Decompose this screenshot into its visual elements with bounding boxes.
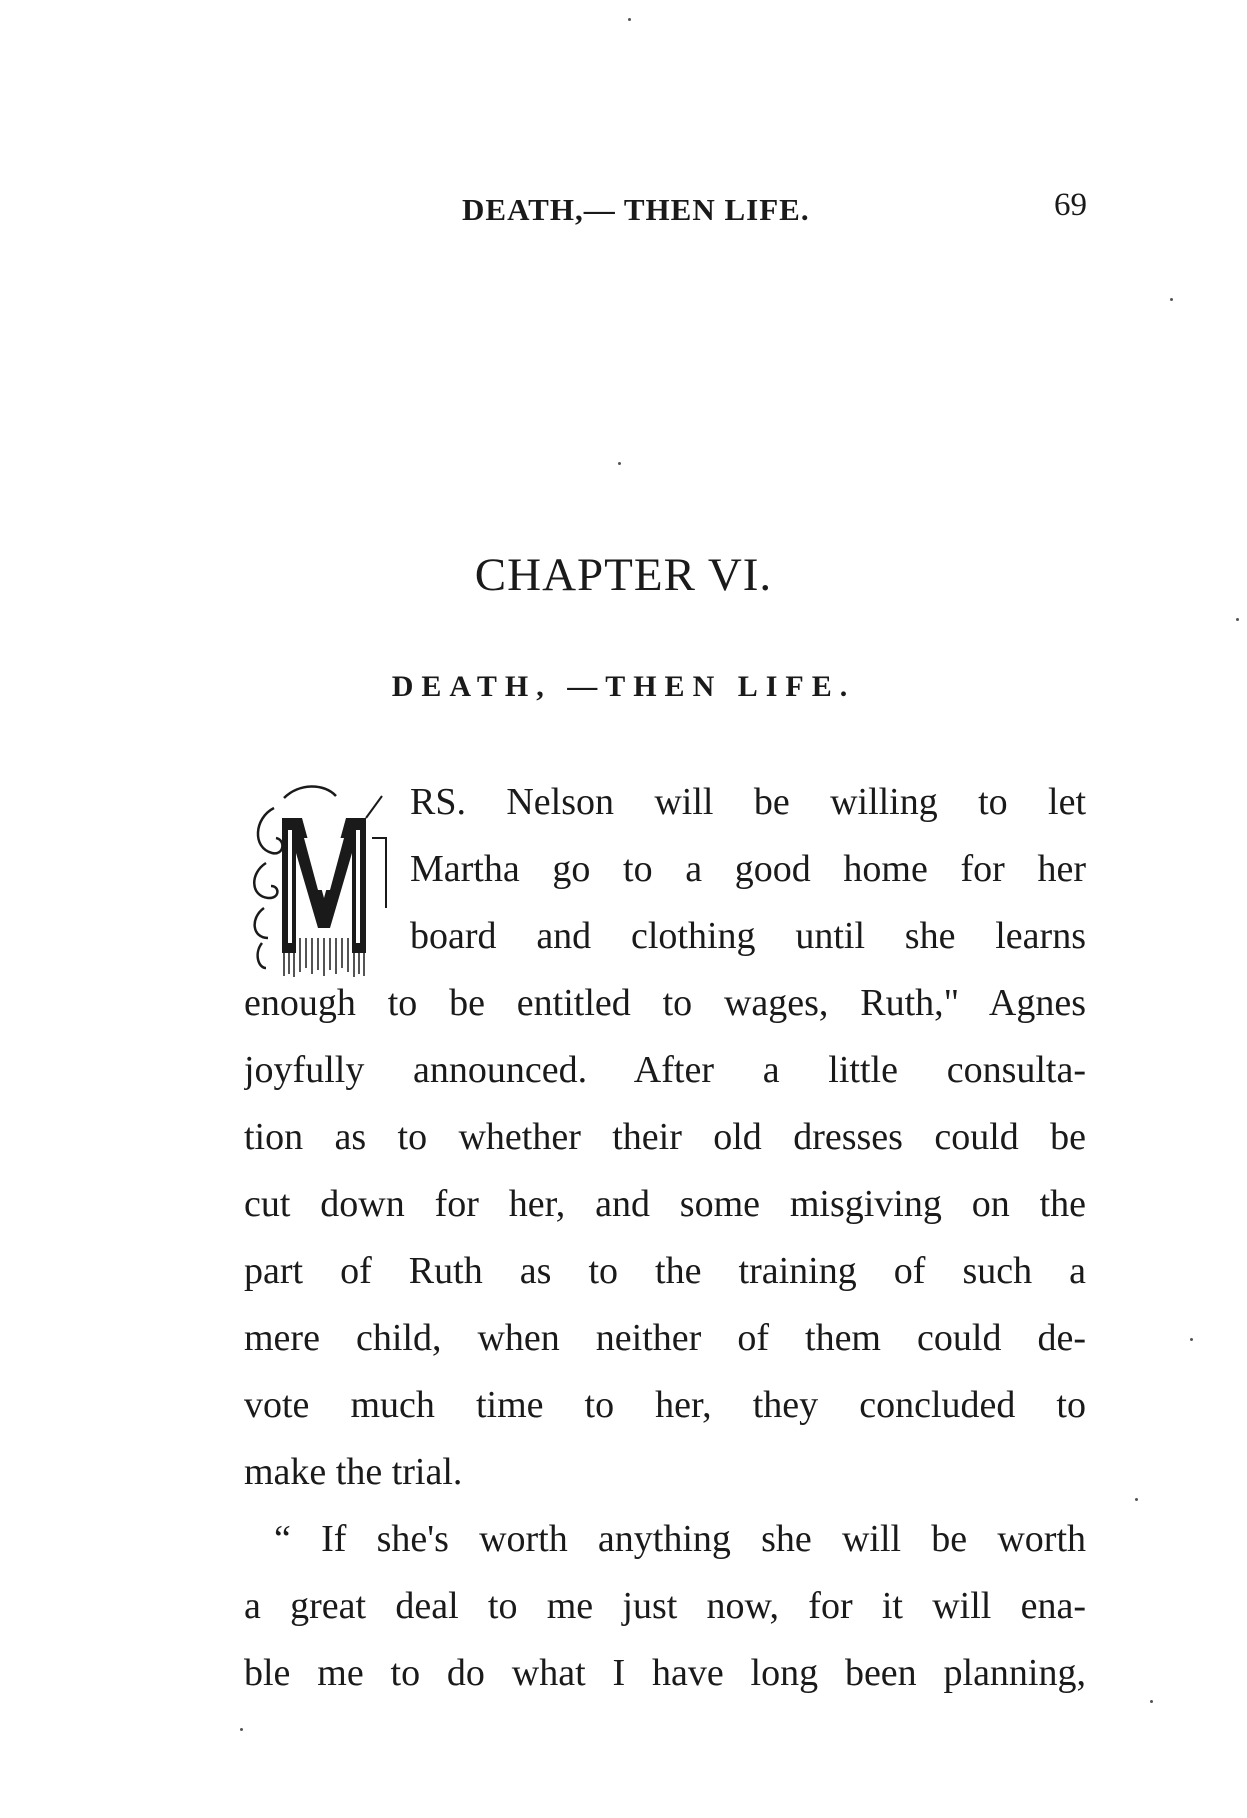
chapter-title: CHAPTER VI. [474, 549, 773, 601]
chapter-subtitle: DEATH, —THEN LIFE. [391, 670, 856, 703]
text-line: Martha go to a good home for her [410, 848, 1086, 890]
text-line: “ If she's worth anything she will be worth [274, 1518, 1086, 1560]
text-line: mere child, when neither of them could de- [244, 1317, 1086, 1359]
scan-speck [1150, 1700, 1153, 1703]
scan-speck [240, 1728, 243, 1731]
scan-speck [1190, 1338, 1193, 1341]
running-head-title: DEATH,— THEN LIFE. [462, 192, 810, 227]
page-number: 69 [1054, 187, 1087, 223]
scan-speck [618, 462, 621, 465]
scan-speck [628, 18, 631, 21]
text-line: ble me to do what I have long been planning, [244, 1652, 1086, 1694]
ornamental-dropcap-m [244, 778, 402, 978]
text-line: joyfully announced. After a little consulta- [244, 1049, 1086, 1091]
scan-speck [1170, 298, 1173, 301]
text-line: tion as to whether their old dresses could be [244, 1116, 1086, 1158]
text-line: part of Ruth as to the training of such a [244, 1250, 1086, 1292]
scan-speck [1236, 618, 1239, 621]
text-line: make the trial. [244, 1451, 463, 1493]
text-line: cut down for her, and some misgiving on the [244, 1183, 1086, 1225]
text-line: enough to be entitled to wages, Ruth," Agnes [244, 982, 1086, 1024]
text-line: RS. Nelson will be willing to let [410, 781, 1086, 823]
text-line: vote much time to her, they concluded to [244, 1384, 1086, 1426]
scan-speck [1135, 1498, 1138, 1501]
text-line: board and clothing until she learns [410, 915, 1086, 957]
text-line: a great deal to me just now, for it will ena- [244, 1585, 1086, 1627]
